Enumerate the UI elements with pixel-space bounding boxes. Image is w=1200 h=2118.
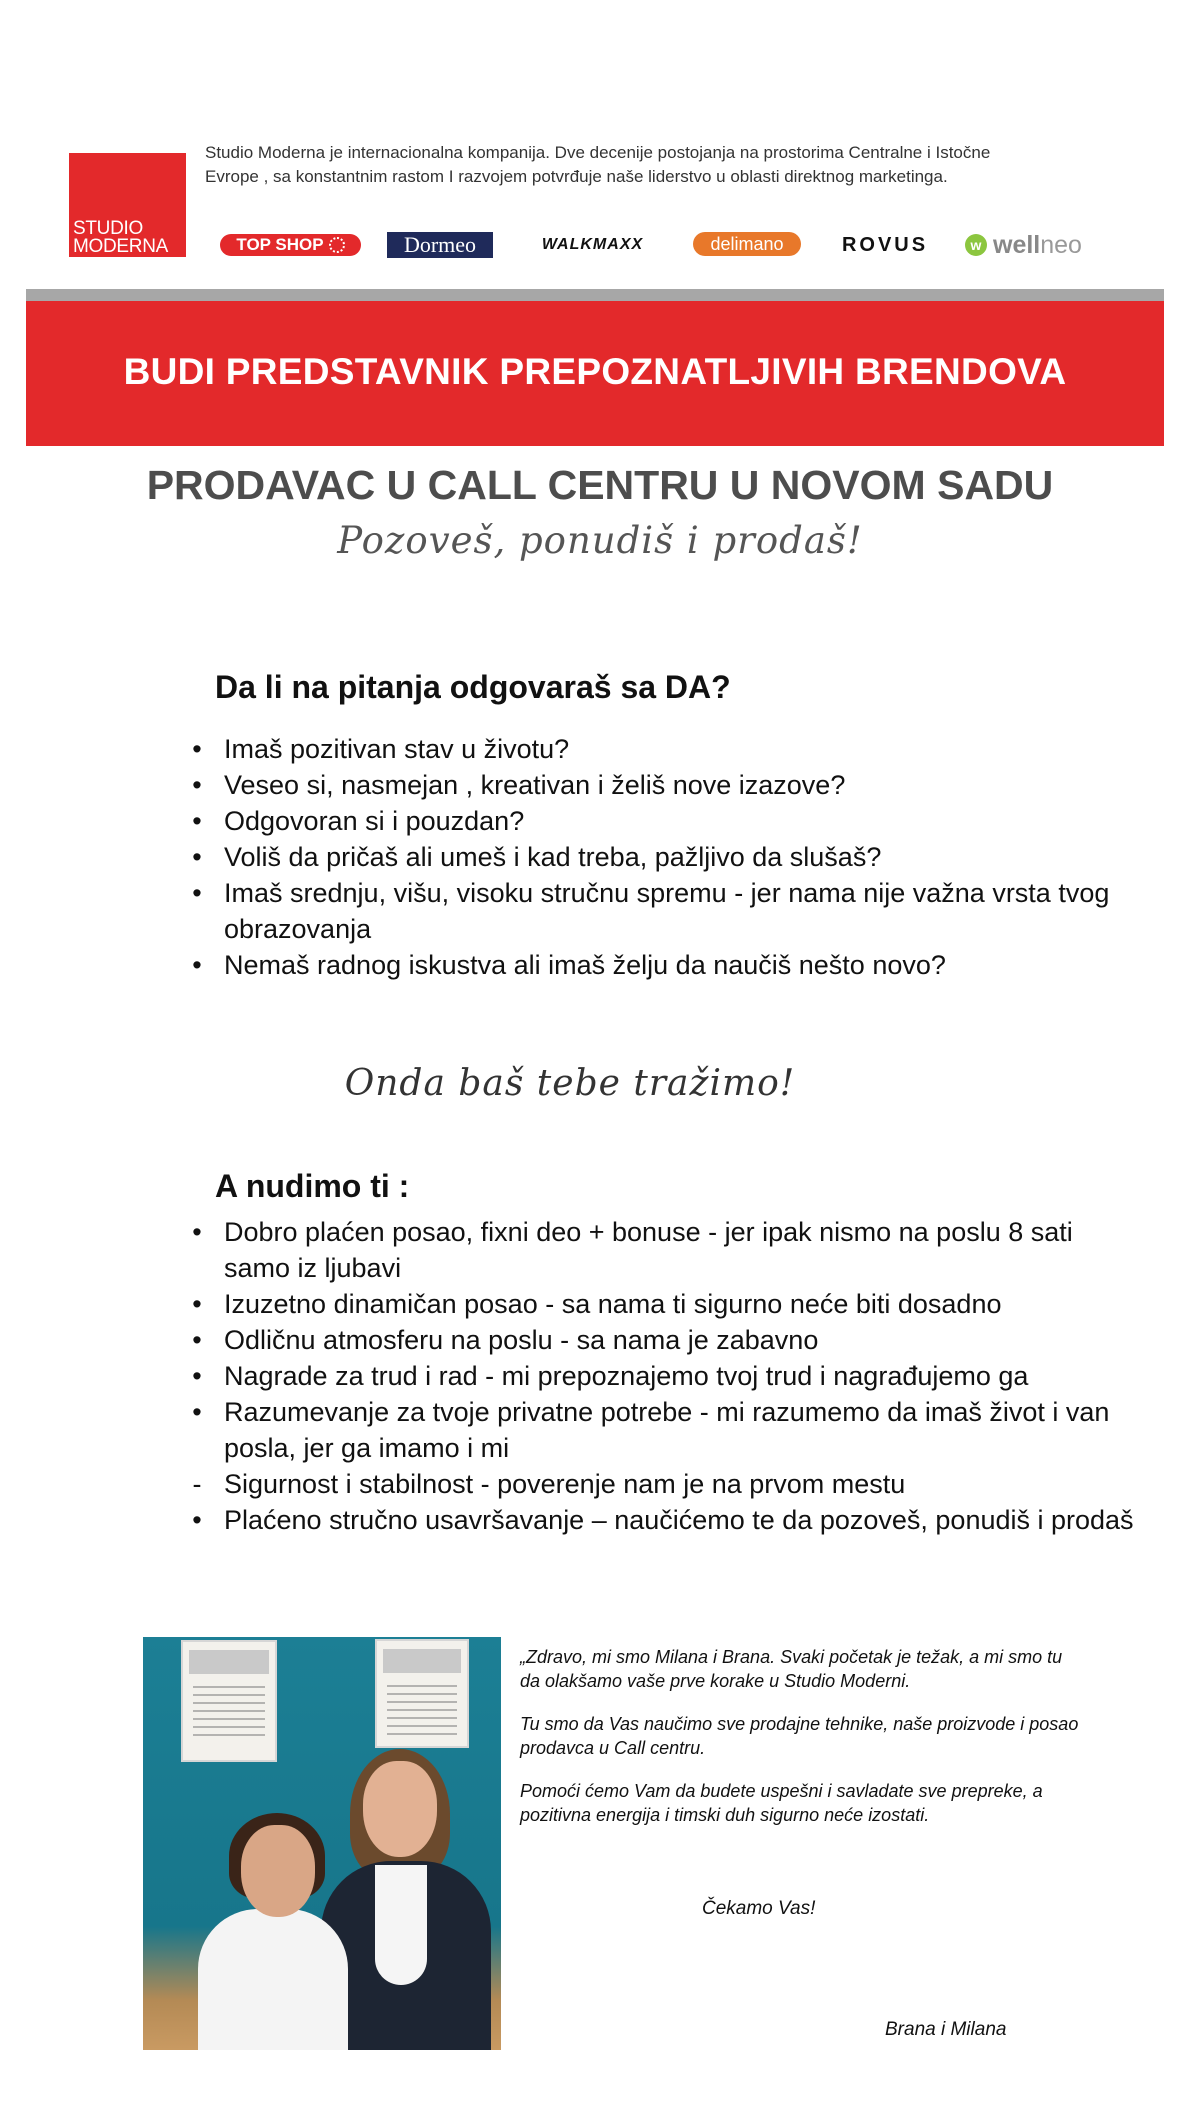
wellneo-leaf-icon: w — [965, 234, 987, 256]
brand-wellneo-label-well: well — [993, 230, 1041, 259]
brand-delimano-label: delimano — [710, 233, 784, 254]
brand-wellneo-label-neo: neo — [1040, 230, 1082, 259]
list-item — [192, 731, 1144, 767]
list-item — [192, 1286, 1144, 1322]
list-item — [192, 1394, 1144, 1466]
message-paragraph: Tu smo da Vas naučimo sve prodajne tehnike, naše proizvode i posao prodavca u Call centru. — [520, 1714, 1079, 1758]
person-shirt — [375, 1865, 427, 1985]
brand-rovus — [830, 232, 940, 258]
questions-list — [192, 731, 1144, 983]
offer-heading: A nudimo ti : — [215, 1168, 410, 1204]
list-item-text: Imaš srednju, višu, visoku stručnu spremu - jer nama nije važna vrsta tvog obrazovanja — [224, 878, 1110, 944]
bullet-mark: • — [192, 734, 202, 764]
list-item — [192, 1466, 1144, 1502]
list-item-text: Razumevanje za tvoje privatne potrebe - mi razumemo da imaš život i van posla, jer ga imamo i mi — [224, 1397, 1110, 1463]
list-item-text: Sigurnost i stabilnost - poverenje nam je na prvom mestu — [224, 1469, 906, 1499]
person-face — [363, 1761, 437, 1857]
list-item — [192, 767, 1144, 803]
brand-dormeo-label: Dormeo — [403, 232, 477, 257]
list-item — [192, 1502, 1144, 1538]
topshop-circle-icon — [329, 237, 345, 253]
header-divider — [26, 289, 1164, 301]
list-item — [192, 947, 1144, 983]
brand-dormeo — [387, 232, 493, 258]
framed-certificate — [375, 1639, 469, 1748]
bullet-mark: • — [192, 770, 202, 800]
questions-heading: Da li na pitanja odgovaraš sa DA? — [215, 669, 731, 705]
bullet-mark: • — [192, 1361, 202, 1391]
bullet-mark: • — [192, 950, 202, 980]
list-item-text: Veseo si, nasmejan , kreativan i želiš nove izazove? — [224, 770, 846, 800]
brand-topshop — [220, 234, 361, 256]
brand-rovus-label: ROVUS — [841, 233, 929, 256]
dash-mark: - — [192, 1469, 202, 1499]
list-item — [192, 839, 1144, 875]
slogan: Pozoveš, ponudiš i prodaš! — [337, 519, 863, 562]
list-item-text: Plaćeno stručno usavršavanje – naučićemo te da pozoveš, ponudiš i prodaš — [224, 1505, 1134, 1535]
logo-line-1: STUDIO — [73, 218, 143, 239]
bullet-mark: • — [192, 1325, 202, 1355]
framed-certificate — [181, 1640, 277, 1762]
list-item — [192, 1322, 1144, 1358]
intro-line-1: Studio Moderna je internacionalna kompanija. Dve decenije postojanja na prostorima Centralne i Istočne — [205, 143, 991, 162]
person-jacket — [198, 1909, 348, 2050]
brand-wellneo — [965, 232, 1115, 258]
list-item-text: Odgovoran si i pouzdan? — [224, 806, 525, 836]
callout-text: Onda baš tebe tražimo! — [344, 1063, 796, 1104]
list-item — [192, 875, 1144, 947]
list-item — [192, 803, 1144, 839]
person-face — [241, 1825, 315, 1917]
list-item-text: Nemaš radnog iskustva ali imaš želju da naučiš nešto novo? — [224, 950, 946, 980]
brand-walkmaxx-label: WALKMAXX — [541, 236, 644, 253]
company-intro — [205, 141, 1105, 189]
list-item — [192, 1358, 1144, 1394]
offer-list — [192, 1214, 1144, 1538]
bullet-mark: • — [192, 1217, 202, 1247]
closing-line: Čekamo Vas! — [702, 1898, 816, 1919]
list-item-text: Nagrade za trud i rad - mi prepoznajemo tvoj trud i nagrađujemo ga — [224, 1361, 1029, 1391]
job-title: PRODAVAC U CALL CENTRU U NOVOM SADU — [146, 462, 1054, 508]
logo-line-2: MODERNA — [73, 236, 169, 257]
bullet-mark: • — [192, 1289, 202, 1319]
bullet-mark: • — [192, 878, 202, 908]
message-paragraph: Pomoći ćemo Vam da budete uspešni i savladate sve prepreke, a pozitivna energija i timski duh sigurno neće izostati. — [520, 1781, 1043, 1825]
message-paragraph: „Zdravo, mi smo Milana i Brana. Svaki početak je težak, a mi smo tu da olakšamo vaše prve korake u Studio Moderni. — [520, 1647, 1063, 1691]
list-item-text: Odličnu atmosferu na poslu - sa nama je zabavno — [224, 1325, 819, 1355]
list-item-text: Imaš pozitivan stav u životu? — [224, 734, 570, 764]
signature: Brana i Milana — [885, 2019, 1007, 2040]
list-item-text: Voliš da pričaš ali umeš i kad treba, pažljivo da slušaš? — [224, 842, 882, 872]
list-item — [192, 1214, 1144, 1286]
bullet-mark: • — [192, 1505, 202, 1535]
bullet-mark: • — [192, 806, 202, 836]
list-item-text: Izuzetno dinamičan posao - sa nama ti sigurno neće biti dosadno — [224, 1289, 1002, 1319]
list-item-text: Dobro plaćen posao, fixni deo + bonuse - jer ipak nismo na poslu 8 sati samo iz ljubavi — [224, 1217, 1073, 1283]
brand-walkmaxx — [520, 232, 665, 258]
headline-banner — [26, 301, 1164, 446]
team-photo — [143, 1637, 501, 2050]
brand-topshop-label: TOP SHOP — [236, 235, 324, 254]
bullet-mark: • — [192, 842, 202, 872]
bullet-mark: • — [192, 1397, 202, 1427]
brand-delimano — [693, 232, 801, 256]
team-message — [520, 1645, 1080, 1846]
banner-text: BUDI PREDSTAVNIK PREPOZNATLJIVIH BRENDOVA — [123, 350, 1067, 392]
intro-line-2: Evrope , sa konstantnim rastom I razvojem potvrđuje naše liderstvo u oblasti direktnog marketinga. — [205, 167, 948, 186]
studio-moderna-logo — [69, 153, 186, 257]
